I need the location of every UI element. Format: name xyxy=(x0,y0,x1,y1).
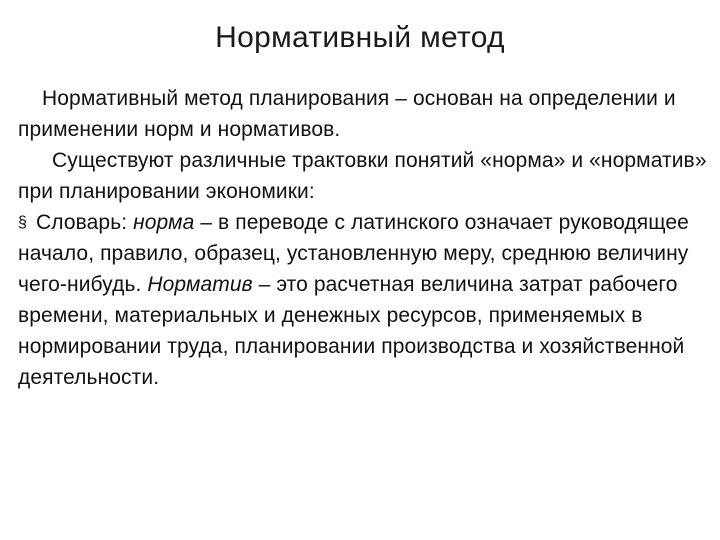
slide-body xyxy=(18,83,708,393)
bullet-text-part1: Словарь: xyxy=(36,211,134,234)
slide-title: Нормативный метод xyxy=(215,21,505,54)
bullet-dictionary xyxy=(18,207,708,393)
bullet-marker-icon: § xyxy=(18,214,27,231)
term-norma: норма xyxy=(133,211,195,234)
paragraph-definition: Нормативный метод планирования – основан на определении и применении норм и нормативов. xyxy=(18,87,676,141)
bullet-text-part2: – в переводе с латинского означает руководящее начало, правило, образец, установленную меру, среднюю величину чего-нибудь. xyxy=(18,211,689,296)
term-normativ: Норматив xyxy=(147,273,253,296)
bullet-text-part3: – это расчетная величина затрат рабочего времени, материальных и денежных ресурсов, применяемых в нормировании труда, планировании производства и хозяйственной деятельности. xyxy=(18,273,685,389)
paragraph-interpretations: Существуют различные трактовки понятий «норма» и «норматив» при планировании экономики: xyxy=(18,149,707,203)
